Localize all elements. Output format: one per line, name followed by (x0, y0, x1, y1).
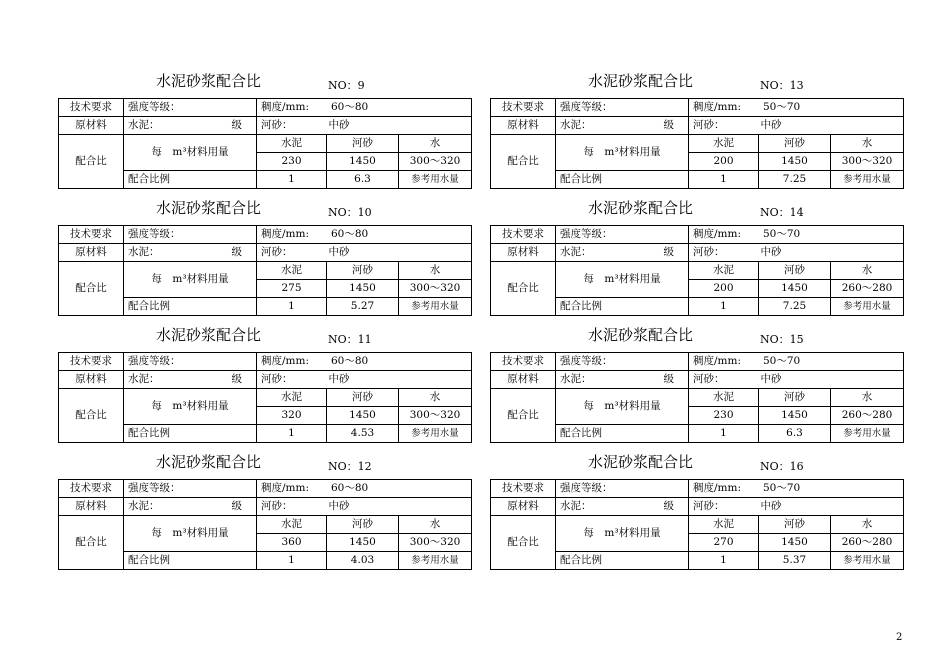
sand-label: 河砂： (693, 246, 725, 258)
raw-material-row (59, 498, 472, 516)
sand-type: 中砂 (760, 119, 782, 131)
tech-req-row (491, 226, 904, 244)
per-m3-label: 每 m³材料用量 (124, 135, 257, 171)
grade-label: 级 (231, 246, 242, 258)
raw-material-row (59, 371, 472, 389)
col-sand: 河砂 (759, 516, 831, 534)
consistency-cell (689, 353, 904, 371)
col-water: 水 (399, 262, 472, 280)
per-m3-label: 每 m³材料用量 (556, 389, 689, 425)
sand-label: 河砂： (693, 119, 725, 131)
consistency-label: 稠度/mm: (261, 482, 309, 494)
per-m3-label: 每 m³材料用量 (556, 516, 689, 552)
water-amount: 260～280 (831, 407, 904, 425)
sand-label: 河砂： (261, 246, 293, 258)
no-prefix: NO： (760, 460, 790, 473)
grade-label: 级 (231, 500, 242, 512)
cement-label: 水泥： (560, 119, 592, 131)
grade-label: 级 (231, 119, 242, 131)
cement-grade-cell (556, 244, 689, 262)
ref-water-label: 参考用水量 (399, 552, 472, 570)
block-heading (58, 70, 471, 100)
header-row (491, 262, 904, 280)
consistency-value: 50～70 (763, 101, 801, 113)
tech-req-label: 技术要求 (491, 480, 556, 498)
consistency-label: 稠度/mm: (693, 482, 741, 494)
strength-label: 强度等级： (556, 226, 689, 244)
water-amount: 300～320 (399, 407, 472, 425)
consistency-label: 稠度/mm: (261, 228, 309, 240)
consistency-label: 稠度/mm: (693, 101, 741, 113)
cement-amount: 230 (257, 153, 327, 171)
tech-req-row (491, 480, 904, 498)
water-amount: 300～320 (399, 534, 472, 552)
cement-grade-cell (124, 498, 257, 516)
no-prefix: NO： (328, 79, 358, 92)
block-title: 水泥砂浆配合比 (156, 199, 262, 217)
raw-material-row (491, 117, 904, 135)
mix-table (58, 225, 472, 316)
ratio-sand: 4.03 (327, 552, 399, 570)
block-number (760, 77, 804, 93)
no-prefix: NO： (328, 333, 358, 346)
consistency-label: 稠度/mm: (693, 355, 741, 367)
per-m3-label: 每 m³材料用量 (124, 516, 257, 552)
block-title: 水泥砂浆配合比 (588, 199, 694, 217)
raw-material-label: 原材料 (59, 117, 124, 135)
ratio-cement: 1 (689, 552, 759, 570)
mix-block-no-16 (490, 451, 903, 566)
consistency-cell (689, 99, 904, 117)
sand-cell (689, 498, 904, 516)
sand-label: 河砂： (693, 373, 725, 385)
sand-cell (257, 117, 472, 135)
raw-material-label: 原材料 (59, 371, 124, 389)
col-cement: 水泥 (689, 135, 759, 153)
tech-req-row (59, 353, 472, 371)
grade-label: 级 (663, 119, 674, 131)
water-amount: 300～320 (399, 153, 472, 171)
ref-water-label: 参考用水量 (831, 425, 904, 443)
tech-req-row (491, 99, 904, 117)
raw-material-row (59, 117, 472, 135)
grade-label: 级 (231, 373, 242, 385)
block-heading (58, 451, 471, 481)
mix-block-no-12 (58, 451, 471, 566)
mix-ratio-label: 配合比 (491, 516, 556, 570)
sand-type: 中砂 (328, 500, 350, 512)
consistency-value: 50～70 (763, 228, 801, 240)
per-m3-label: 每 m³材料用量 (556, 262, 689, 298)
tech-req-label: 技术要求 (59, 99, 124, 117)
raw-material-label: 原材料 (59, 244, 124, 262)
col-water: 水 (831, 389, 904, 407)
cement-amount: 320 (257, 407, 327, 425)
sand-type: 中砂 (760, 500, 782, 512)
block-number (328, 77, 365, 93)
strength-label: 强度等级： (556, 99, 689, 117)
sand-amount: 1450 (327, 280, 399, 298)
block-heading (490, 451, 903, 481)
tech-req-label: 技术要求 (59, 226, 124, 244)
cement-grade-cell (124, 371, 257, 389)
sand-amount: 1450 (327, 407, 399, 425)
no-prefix: NO： (760, 79, 790, 92)
ratio-sand: 4.53 (327, 425, 399, 443)
col-sand: 河砂 (759, 135, 831, 153)
col-water: 水 (399, 135, 472, 153)
mix-table (490, 479, 904, 570)
raw-material-label: 原材料 (491, 498, 556, 516)
cement-amount: 360 (257, 534, 327, 552)
block-title: 水泥砂浆配合比 (588, 326, 694, 344)
strength-label: 强度等级： (124, 353, 257, 371)
col-water: 水 (399, 516, 472, 534)
tech-req-row (491, 353, 904, 371)
mix-block-no-10 (58, 197, 471, 312)
consistency-cell (257, 99, 472, 117)
col-sand: 河砂 (759, 262, 831, 280)
raw-material-label: 原材料 (491, 371, 556, 389)
mix-ratio-label: 配合比 (491, 389, 556, 443)
cement-label: 水泥： (128, 119, 160, 131)
tech-req-label: 技术要求 (491, 226, 556, 244)
ratio-sand: 6.3 (327, 171, 399, 189)
sand-label: 河砂： (693, 500, 725, 512)
ratio-label: 配合比例 (124, 552, 257, 570)
cement-grade-cell (124, 117, 257, 135)
cement-grade-cell (556, 498, 689, 516)
grade-label: 级 (663, 246, 674, 258)
header-row (59, 389, 472, 407)
block-heading (490, 324, 903, 354)
cement-amount: 200 (689, 280, 759, 298)
raw-material-row (59, 244, 472, 262)
consistency-cell (689, 226, 904, 244)
cement-grade-cell (556, 371, 689, 389)
block-number (760, 331, 804, 347)
no-value: 11 (357, 333, 372, 346)
no-prefix: NO： (328, 206, 358, 219)
cement-label: 水泥： (560, 373, 592, 385)
col-cement: 水泥 (257, 389, 327, 407)
tech-req-row (59, 226, 472, 244)
cement-label: 水泥： (560, 500, 592, 512)
consistency-value: 60～80 (331, 355, 369, 367)
tech-req-label: 技术要求 (59, 480, 124, 498)
sand-label: 河砂： (261, 119, 293, 131)
ratio-label: 配合比例 (556, 552, 689, 570)
block-number (760, 458, 804, 474)
header-row (491, 516, 904, 534)
no-value: 12 (357, 460, 372, 473)
sand-amount: 1450 (327, 534, 399, 552)
block-heading (490, 70, 903, 100)
mix-table (490, 225, 904, 316)
cement-grade-cell (556, 117, 689, 135)
ref-water-label: 参考用水量 (831, 298, 904, 316)
grade-label: 级 (663, 373, 674, 385)
ref-water-label: 参考用水量 (399, 171, 472, 189)
mix-table (58, 479, 472, 570)
ref-water-label: 参考用水量 (399, 425, 472, 443)
sand-label: 河砂： (261, 373, 293, 385)
block-title: 水泥砂浆配合比 (156, 72, 262, 90)
header-row (59, 135, 472, 153)
per-m3-label: 每 m³材料用量 (124, 262, 257, 298)
no-prefix: NO： (760, 333, 790, 346)
grade-label: 级 (663, 500, 674, 512)
strength-label: 强度等级： (124, 226, 257, 244)
consistency-cell (257, 353, 472, 371)
mix-block-no-13 (490, 70, 903, 185)
sand-cell (689, 117, 904, 135)
per-m3-label: 每 m³材料用量 (556, 135, 689, 171)
consistency-value: 50～70 (763, 482, 801, 494)
consistency-value: 60～80 (331, 228, 369, 240)
sand-amount: 1450 (759, 280, 831, 298)
sand-label: 河砂： (261, 500, 293, 512)
sand-amount: 1450 (327, 153, 399, 171)
ratio-label: 配合比例 (124, 298, 257, 316)
cement-amount: 275 (257, 280, 327, 298)
block-title: 水泥砂浆配合比 (588, 72, 694, 90)
block-title: 水泥砂浆配合比 (156, 453, 262, 471)
page-number: 2 (896, 632, 903, 643)
no-value: 9 (357, 79, 365, 92)
block-title: 水泥砂浆配合比 (588, 453, 694, 471)
sand-type: 中砂 (760, 373, 782, 385)
cement-amount: 230 (689, 407, 759, 425)
water-amount: 260～280 (831, 280, 904, 298)
mix-block-no-15 (490, 324, 903, 439)
ratio-sand: 6.3 (759, 425, 831, 443)
consistency-value: 50～70 (763, 355, 801, 367)
header-row (491, 389, 904, 407)
block-heading (58, 197, 471, 227)
per-m3-label: 每 m³材料用量 (124, 389, 257, 425)
no-value: 14 (789, 206, 804, 219)
sand-type: 中砂 (328, 246, 350, 258)
sand-amount: 1450 (759, 153, 831, 171)
col-cement: 水泥 (257, 516, 327, 534)
block-number (328, 331, 372, 347)
cement-amount: 270 (689, 534, 759, 552)
ratio-cement: 1 (257, 171, 327, 189)
col-sand: 河砂 (327, 135, 399, 153)
mix-block-no-14 (490, 197, 903, 312)
ratio-cement: 1 (257, 552, 327, 570)
tech-req-label: 技术要求 (491, 353, 556, 371)
mix-table (58, 98, 472, 189)
header-row (59, 262, 472, 280)
col-water: 水 (831, 135, 904, 153)
col-sand: 河砂 (327, 389, 399, 407)
ratio-label: 配合比例 (556, 425, 689, 443)
tech-req-row (59, 480, 472, 498)
cement-label: 水泥： (128, 246, 160, 258)
col-water: 水 (831, 262, 904, 280)
no-prefix: NO： (760, 206, 790, 219)
sand-cell (257, 244, 472, 262)
no-value: 13 (789, 79, 804, 92)
mix-table (58, 352, 472, 443)
block-heading (490, 197, 903, 227)
col-sand: 河砂 (759, 389, 831, 407)
sand-amount: 1450 (759, 407, 831, 425)
consistency-label: 稠度/mm: (693, 228, 741, 240)
ratio-sand: 5.37 (759, 552, 831, 570)
block-number (328, 204, 372, 220)
col-water: 水 (399, 389, 472, 407)
mix-ratio-label: 配合比 (59, 135, 124, 189)
tech-req-label: 技术要求 (491, 99, 556, 117)
strength-label: 强度等级： (124, 99, 257, 117)
water-amount: 300～320 (399, 280, 472, 298)
sand-type: 中砂 (328, 119, 350, 131)
sand-amount: 1450 (759, 534, 831, 552)
mix-ratio-label: 配合比 (59, 262, 124, 316)
sand-type: 中砂 (760, 246, 782, 258)
sand-cell (689, 371, 904, 389)
sand-type: 中砂 (328, 373, 350, 385)
sand-cell (689, 244, 904, 262)
mix-ratio-label: 配合比 (491, 262, 556, 316)
raw-material-label: 原材料 (491, 117, 556, 135)
cement-grade-cell (124, 244, 257, 262)
water-amount: 300～320 (831, 153, 904, 171)
cement-amount: 200 (689, 153, 759, 171)
col-cement: 水泥 (689, 516, 759, 534)
consistency-cell (257, 480, 472, 498)
ratio-cement: 1 (689, 171, 759, 189)
no-value: 15 (789, 333, 804, 346)
raw-material-row (491, 371, 904, 389)
consistency-value: 60～80 (331, 101, 369, 113)
col-cement: 水泥 (257, 262, 327, 280)
sand-cell (257, 371, 472, 389)
header-row (59, 516, 472, 534)
consistency-label: 稠度/mm: (261, 101, 309, 113)
ref-water-label: 参考用水量 (831, 552, 904, 570)
ratio-cement: 1 (689, 425, 759, 443)
ratio-sand: 7.25 (759, 298, 831, 316)
strength-label: 强度等级： (556, 480, 689, 498)
consistency-cell (257, 226, 472, 244)
col-water: 水 (831, 516, 904, 534)
ratio-label: 配合比例 (124, 171, 257, 189)
water-amount: 260～280 (831, 534, 904, 552)
cement-label: 水泥： (128, 500, 160, 512)
col-cement: 水泥 (689, 262, 759, 280)
raw-material-row (491, 498, 904, 516)
consistency-value: 60～80 (331, 482, 369, 494)
block-number (328, 458, 372, 474)
no-value: 10 (357, 206, 372, 219)
ratio-cement: 1 (689, 298, 759, 316)
ratio-label: 配合比例 (556, 171, 689, 189)
block-heading (58, 324, 471, 354)
ref-water-label: 参考用水量 (399, 298, 472, 316)
mix-ratio-label: 配合比 (59, 516, 124, 570)
no-prefix: NO： (328, 460, 358, 473)
mix-table (490, 352, 904, 443)
header-row (491, 135, 904, 153)
col-cement: 水泥 (257, 135, 327, 153)
ratio-cement: 1 (257, 298, 327, 316)
tech-req-row (59, 99, 472, 117)
mix-block-no-9 (58, 70, 471, 185)
mix-block-no-11 (58, 324, 471, 439)
ratio-label: 配合比例 (124, 425, 257, 443)
no-value: 16 (789, 460, 804, 473)
mix-ratio-label: 配合比 (59, 389, 124, 443)
ratio-sand: 7.25 (759, 171, 831, 189)
raw-material-label: 原材料 (491, 244, 556, 262)
col-sand: 河砂 (327, 262, 399, 280)
cement-label: 水泥： (560, 246, 592, 258)
col-cement: 水泥 (689, 389, 759, 407)
ratio-sand: 5.27 (327, 298, 399, 316)
raw-material-row (491, 244, 904, 262)
col-sand: 河砂 (327, 516, 399, 534)
tech-req-label: 技术要求 (59, 353, 124, 371)
ratio-cement: 1 (257, 425, 327, 443)
cement-label: 水泥： (128, 373, 160, 385)
block-number (760, 204, 804, 220)
strength-label: 强度等级： (124, 480, 257, 498)
strength-label: 强度等级： (556, 353, 689, 371)
raw-material-label: 原材料 (59, 498, 124, 516)
sand-cell (257, 498, 472, 516)
consistency-label: 稠度/mm: (261, 355, 309, 367)
block-title: 水泥砂浆配合比 (156, 326, 262, 344)
mix-table (490, 98, 904, 189)
ref-water-label: 参考用水量 (831, 171, 904, 189)
mix-ratio-label: 配合比 (491, 135, 556, 189)
ratio-label: 配合比例 (556, 298, 689, 316)
consistency-cell (689, 480, 904, 498)
